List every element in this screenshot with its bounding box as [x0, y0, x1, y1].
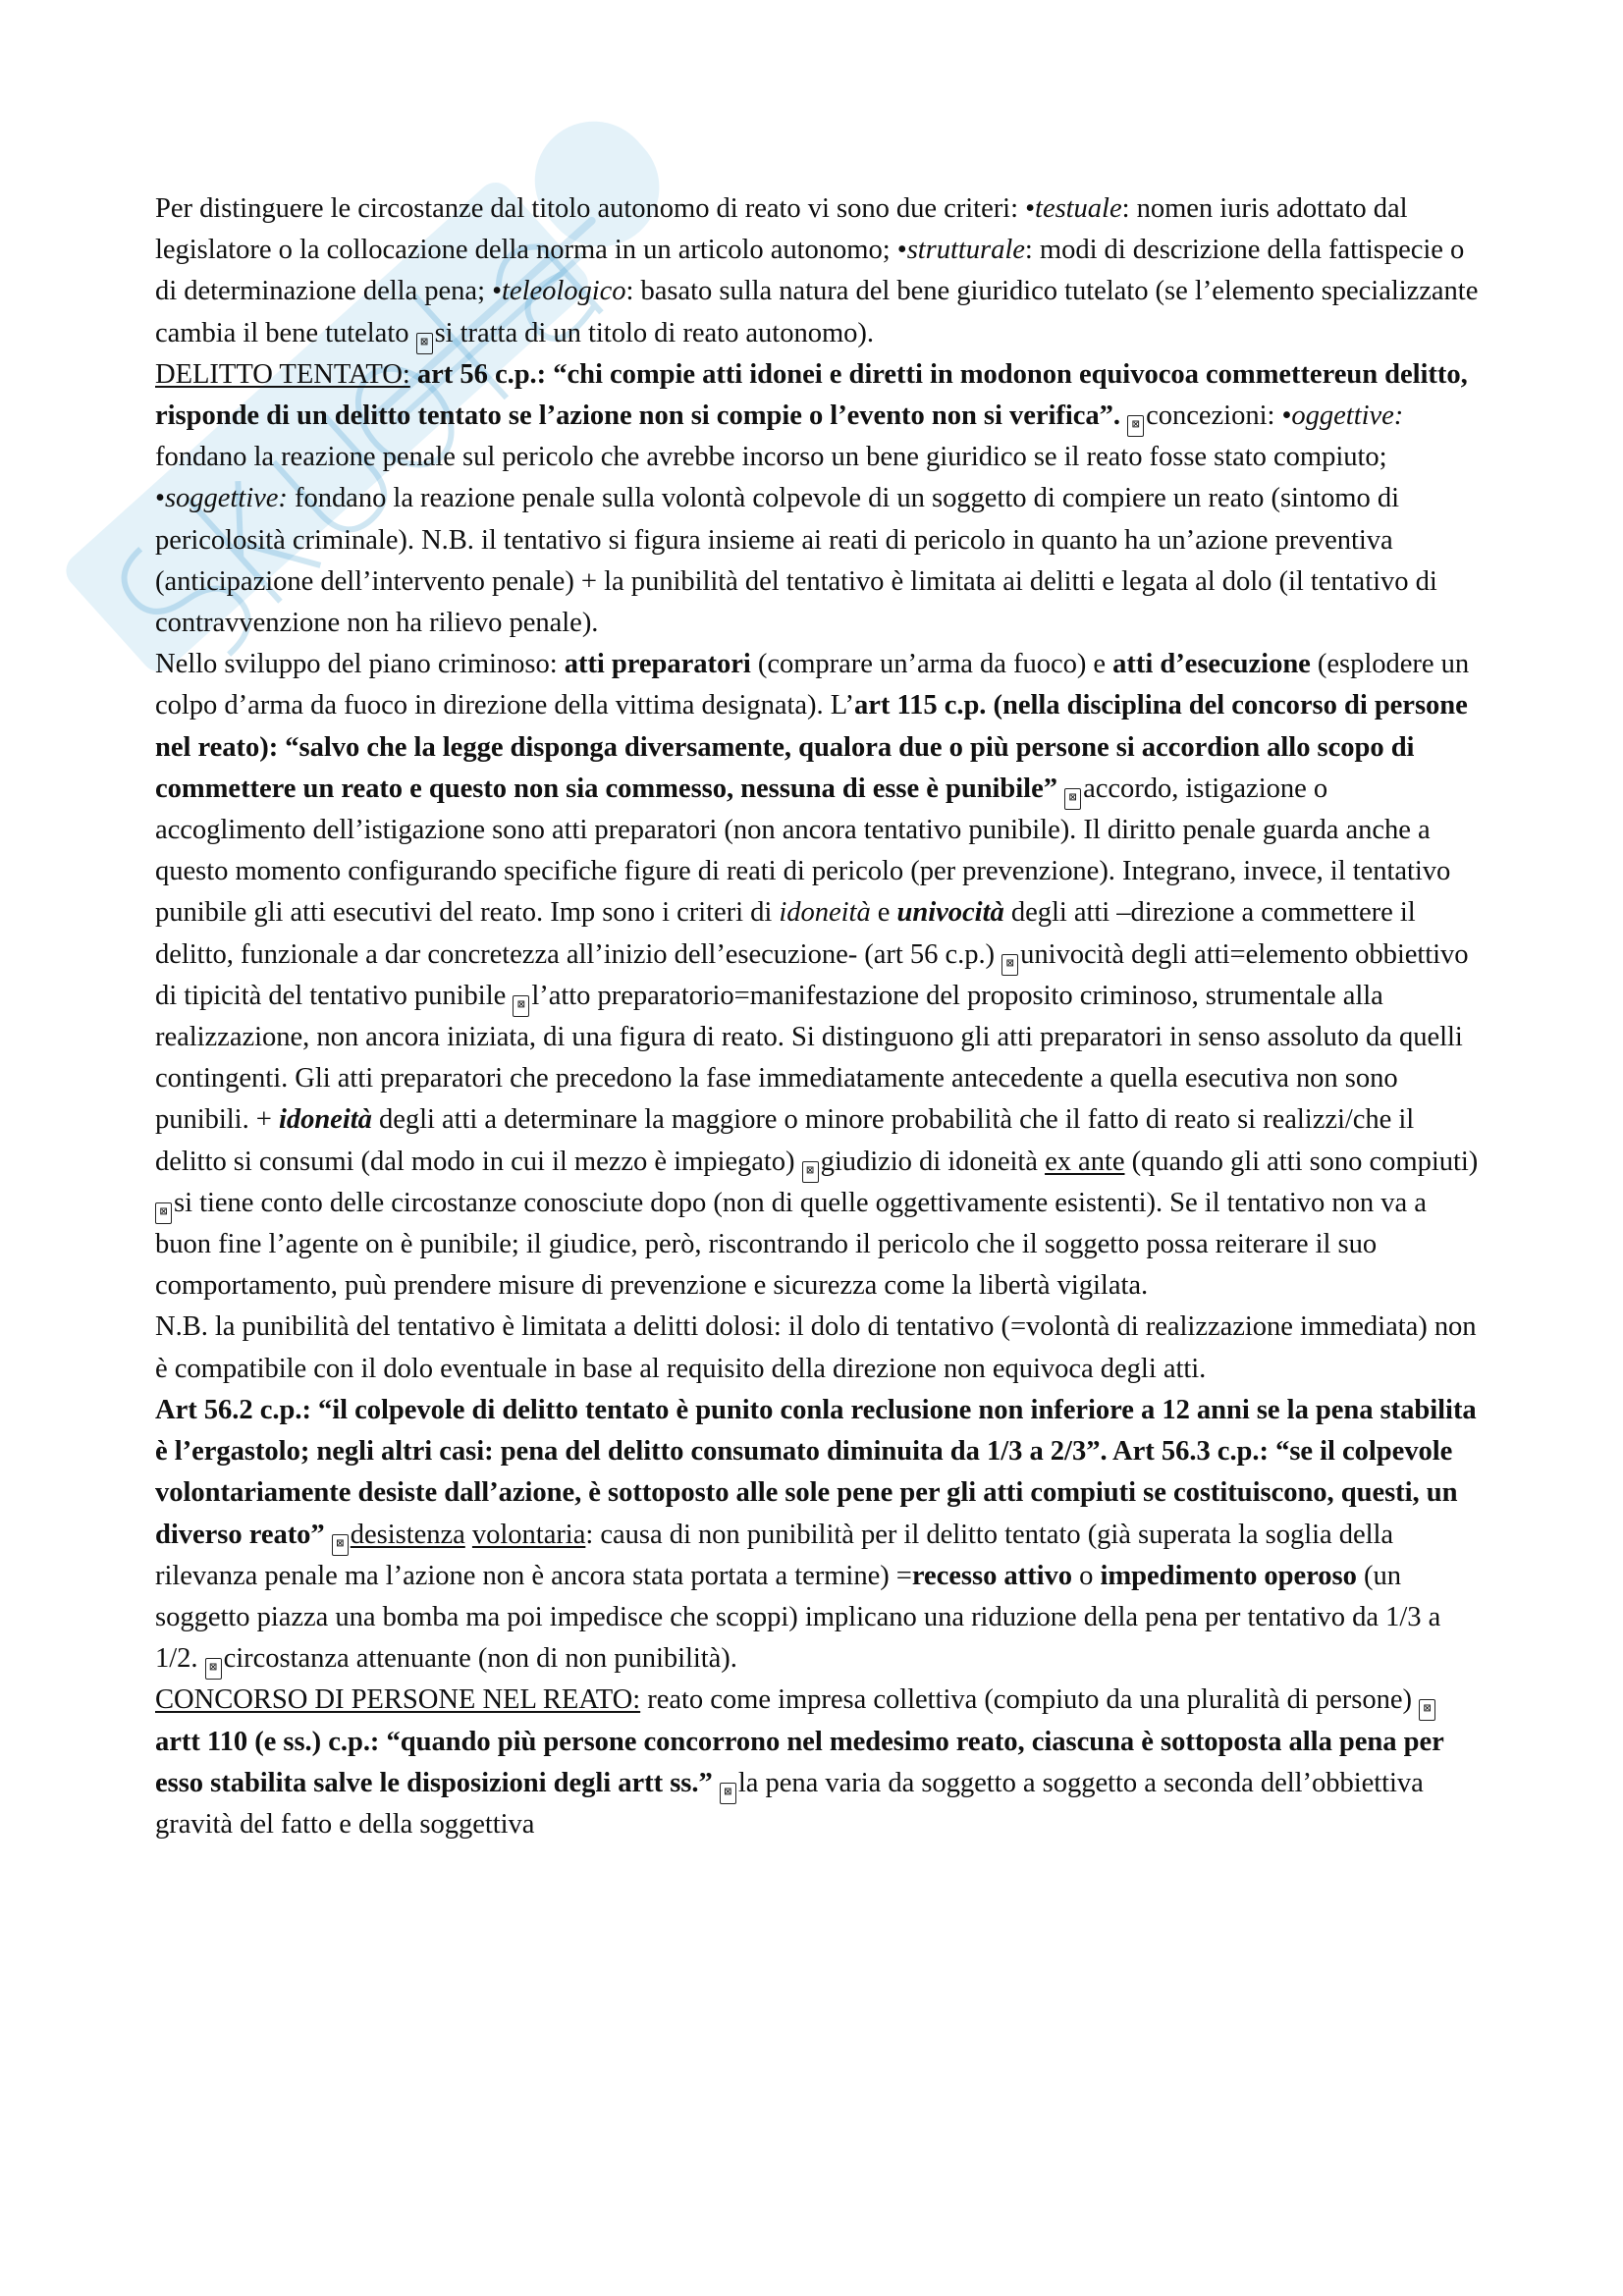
text-run: fondano la reazione penale sul pericolo che avrebbe incorso un bene giuridico se il reato fosse stato compiuto; • [155, 442, 1387, 514]
paragraph [155, 1307, 1481, 1389]
arrow-glyph-icon: ⊠ [155, 1202, 172, 1224]
text-run: N.B. la punibilità del tentativo è limitata a delitti dolosi: il dolo di tentativo (=volontà di realizzazione immediata) non è compatibile con il dolo eventuale in base al requisito della direzione non equivoca degli atti. [155, 1311, 1477, 1384]
text-run: atti d’esecuzione [1112, 649, 1311, 680]
text-run: concezioni: • [1146, 400, 1292, 432]
arrow-glyph-icon: ⊠ [416, 333, 433, 354]
text-run: (un soggetto piazza una bomba ma poi impedisce che scoppi) implicano una riduzione della pena per tentativo da 1/3 a 1/2. [155, 1560, 1441, 1675]
document-body [155, 188, 1481, 1845]
text-run: DELITTO TENTATO: [155, 358, 410, 390]
text-run: o [1072, 1560, 1101, 1591]
text-run [1120, 400, 1127, 431]
text-run: ex ante [1045, 1146, 1125, 1177]
text-run: giudizio di idoneità [820, 1146, 1046, 1177]
text-run: : modi di descrizione della fattispecie o di determinazione della pena; • [155, 235, 1465, 307]
text-run: impedimento operoso [1100, 1560, 1357, 1591]
text-run: teleologico [502, 276, 626, 307]
text-run: Art 56.2 c.p.: “il colpevole di delitto tentato è punito conla reclusione non inferiore a 12 anni se la pena stabilita è l’ergastolo; negli altri casi: pena del delitto consumato diminuita da 1/3 a 2/3”. Art 56.3 c.p.: “se il colpevole volontariamente desiste dall’azione, è sottoposto alle sole pene per gli atti compiuti se costituiscono, questi, un diverso reato” [155, 1394, 1477, 1550]
arrow-glyph-icon: ⊠ [1064, 788, 1081, 810]
text-run: (comprare un’arma da fuoco) e [750, 649, 1113, 680]
arrow-glyph-icon: ⊠ [205, 1658, 222, 1680]
text-run: si tratta di un titolo di reato autonomo). [434, 317, 874, 348]
text-run: : nomen iuris adottato dal legislatore o la collocazione della norma in un articolo autonomo; • [155, 193, 1408, 266]
paragraph [155, 1390, 1481, 1680]
arrow-glyph-icon: ⊠ [1419, 1699, 1435, 1721]
text-run: art 115 c.p. (nella disciplina del concorso di persone nel reato): “salvo che la legge disponga diversamente, qualora due o più persone si accordion allo scopo di commettere un reato e questo non sia commesso, nessuna di esse è punibile” [155, 690, 1468, 804]
text-run: strutturale [906, 235, 1025, 266]
text-run: desistenza [350, 1519, 465, 1550]
arrow-glyph-icon: ⊠ [332, 1534, 349, 1556]
text-run: art 56 c.p.: “chi compie atti idonei e diretti in modonon equivocoa commettereun delitto, risponde di un delitto tentato se l’azione non si compie o l’evento non si verifica”. [155, 358, 1468, 432]
text-run: testuale [1035, 193, 1122, 224]
text-run: oggettive: [1291, 400, 1404, 432]
text-run: reato come impresa collettiva (compiuto da una pluralità di persone) [640, 1684, 1420, 1716]
text-run: (quando gli atti sono compiuti) [1124, 1146, 1479, 1177]
paragraph [155, 1680, 1481, 1845]
text-run: Nello sviluppo del piano criminoso: [155, 649, 565, 680]
text-run [1057, 774, 1064, 804]
text-run: si tiene conto delle circostanze conosciute dopo (non di quelle oggettivamente esistenti). Se il tentativo non va a buon fine l’agente on è punibile; il giudice, però, riscontrando il pericolo che il soggetto possa reiterare il suo comportamento, puù prendere misure di prevenzione e sicurezza come la libertà vigilata. [155, 1187, 1427, 1302]
text-run: (esplodere un colpo d’arma da fuoco in direzione della vittima designata). L’ [155, 649, 1470, 721]
text-run: Per distinguere le circostanze dal titolo autonomo di reato vi sono due criteri: • [155, 193, 1036, 224]
text-run: artt 110 (e ss.) c.p.: “quando più persone concorrono nel medesimo reato, ciascuna è sottoposta alla pena per esso stabilita salve le disposizioni degli artt ss.” [155, 1726, 1444, 1798]
text-run: soggettive: [164, 483, 288, 514]
text-run: recesso attivo [911, 1560, 1072, 1591]
text-run: : basato sulla natura del bene giuridico tutelato (se l’elemento specializzante cambia il bene tutelato [155, 276, 1479, 348]
text-run: degli atti –direzione a commettere il delitto, funzionale a dar concretezza all’inizio dell’esecuzione- (art 56 c.p.) [155, 897, 1416, 970]
arrow-glyph-icon: ⊠ [802, 1161, 819, 1183]
text-run: accordo, istigazione o accoglimento dell’istigazione sono atti preparatori (non ancora tentativo punibile). Il diritto penale guarda anche a questo momento configurando specifiche figure di reati di pericolo (per prevenzione). Integrano, invece, il tentativo punibile gli atti esecutivi del reato. Imp sono i criteri di [155, 773, 1451, 929]
text-run: atti preparatori [564, 649, 751, 680]
text-run [713, 1768, 720, 1798]
text-run: CONCORSO DI PERSONE NEL REATO: [155, 1684, 641, 1716]
text-run: degli atti a determinare la maggiore o minore probabilità che il fatto di reato si realizzi/che il delitto si consumi (dal modo in cui il mezzo è impiegato) [155, 1104, 1415, 1177]
text-run: idoneità [779, 897, 871, 929]
text-run: univocità [896, 897, 1004, 929]
text-run [410, 359, 417, 390]
text-run: volontaria [471, 1519, 586, 1550]
arrow-glyph-icon: ⊠ [720, 1783, 736, 1804]
arrow-glyph-icon: ⊠ [513, 995, 529, 1017]
text-run: idoneità [278, 1104, 372, 1136]
text-run [465, 1520, 472, 1550]
arrow-glyph-icon: ⊠ [1001, 954, 1018, 976]
text-run: univocità degli atti=elemento obbiettivo di tipicità del tentativo punibile [155, 938, 1469, 1011]
text-run: : causa di non punibilità per il delitto tentato (già superata la soglia della rilevanza penale ma l’azione non è ancora stata portata a termine) = [155, 1519, 1394, 1591]
paragraph [155, 188, 1481, 354]
text-run: la pena varia da soggetto a soggetto a seconda dell’obbiettiva gravità del fatto e della soggettiva [155, 1767, 1424, 1840]
text-run [325, 1520, 332, 1550]
text-run: e [870, 897, 897, 929]
text-run: circostanza attenuante (non di non punibilità). [223, 1643, 737, 1675]
text-run: l’atto preparatorio=manifestazione del proposito criminoso, strumentale alla realizzazione, non ancora iniziata, di una figura di reato. Si distinguono gli atti preparatori in senso assoluto da quelli contingenti. Gli atti preparatori che precedono la fase immediatamente antecedente a quella esecutiva non sono punibili. + [155, 980, 1463, 1136]
paragraph [155, 644, 1481, 1307]
text-run: fondano la reazione penale sulla volontà colpevole di un soggetto di compiere un reato (sintomo di pericolosità criminale). N.B. il tentativo si figura insieme ai reati di pericolo in quanto ha un’azione preventiva (anticipazione dell’intervento penale) + la punibilità del tentativo è limitata ai delitti e legata al dolo (il tentativo di contravvenzione non ha rilievo penale). [155, 483, 1437, 639]
paragraph [155, 354, 1481, 644]
arrow-glyph-icon: ⊠ [1127, 415, 1144, 437]
